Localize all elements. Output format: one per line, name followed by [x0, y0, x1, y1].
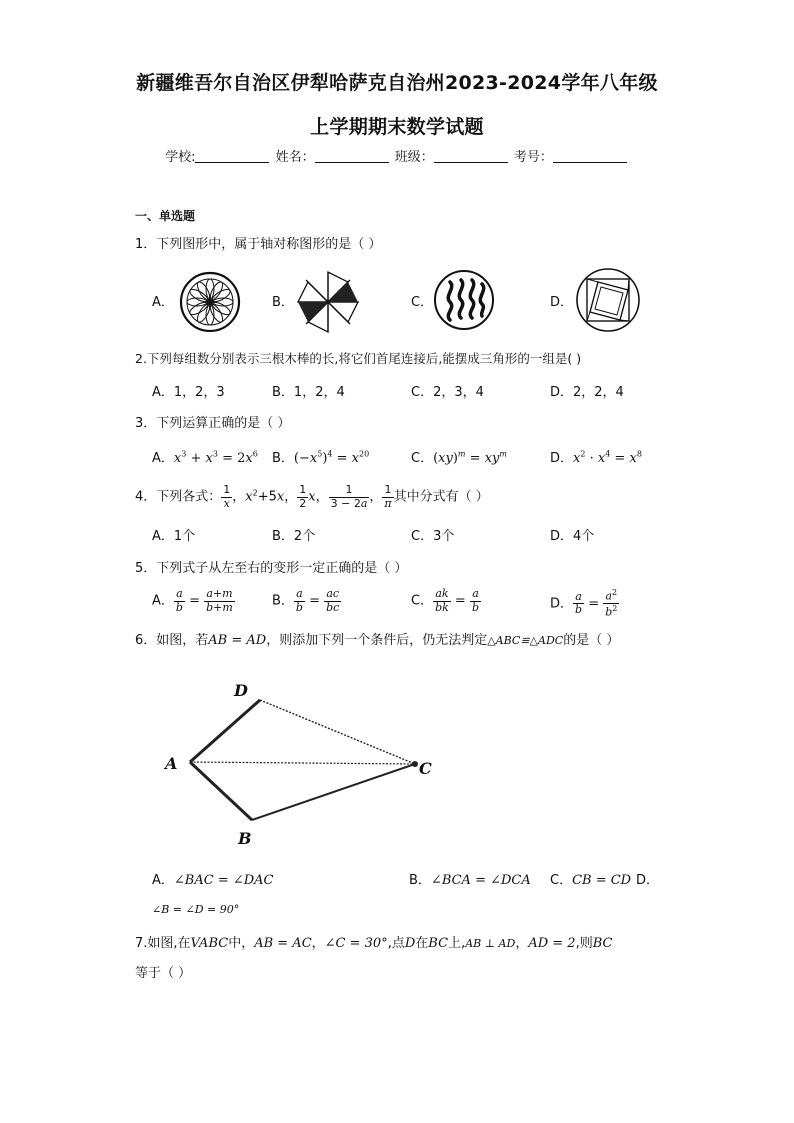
q7-stem-line2: 等于（ ） — [135, 966, 192, 981]
q1-option-b-label: B． — [272, 295, 294, 310]
q4-option-a: A．1个 — [152, 529, 196, 544]
exam-title-line2: 上学期期末数学试题 — [310, 116, 484, 138]
q6-kite-figure — [160, 672, 460, 852]
q3-option-a: A．$x^3 + x^3 = 2x^6$ — [152, 449, 258, 466]
q6-option-c-label: C． — [550, 873, 573, 888]
q5-option-c: C． $\frac{ak}{bk}$ = $\frac{a}{b}$ — [411, 587, 480, 614]
q3-stem: 3．下列运算正确的是（ ） — [135, 416, 291, 431]
q6-option-b-text: ∠BCA = ∠DCA — [430, 873, 531, 888]
q4-option-b: B．2个 — [272, 529, 316, 544]
q5-option-a-label: A． — [152, 593, 174, 609]
q6-option-a — [152, 869, 274, 888]
q2-option-d: D．2，2，4 — [550, 385, 624, 400]
q1-option-c-label: C． — [411, 295, 434, 310]
q3-option-b-label: B． — [272, 451, 294, 466]
q6-option-b-label: B． — [409, 873, 431, 888]
q4-expr-4: $\frac{1}{3 - 2a}$ — [330, 483, 368, 510]
q6-option-c-text: CB = CD — [572, 873, 632, 888]
q4-expr-1: $\frac{1}{x}$ — [223, 483, 231, 510]
q7-cond-2: ∠C = 30° — [324, 936, 388, 951]
q6-option-d-text: ∠B = ∠D = 90° — [152, 903, 240, 916]
q2-stem: 2.下列每组数分别表示三根木棒的长,将它们首尾连接后,能摆成三角形的一组是( ) — [135, 351, 582, 366]
q7-point-d: D — [404, 936, 416, 951]
section-title: 一、单选题 — [135, 209, 196, 223]
exam-number-label: 考号： — [513, 150, 553, 165]
class-blank[interactable] — [434, 150, 508, 163]
q6-label-a: A — [165, 754, 178, 773]
q4-stem: 4．下列各式： $\frac{1}{x}$ ，$x^2+5x$， $\frac{1}{2}$ x， $\frac{1}{3 - 2a}$ ， $\frac{1}{\pi}$ 其中分式有（ ） — [135, 483, 489, 510]
q1-stem: 1．下列图形中，属于轴对称图形的是（ ） — [135, 237, 382, 252]
q6-congruence: △ABC≌△ADC — [487, 634, 564, 647]
class-label: 班级： — [394, 150, 434, 165]
q4-option-c: C．3个 — [411, 529, 455, 544]
q7-cond-4: AD = 2 — [528, 936, 576, 951]
q5-stem: 5．下列式子从左至右的变形一定正确的是（ ） — [135, 561, 408, 576]
q7-sep: ， — [311, 936, 325, 951]
q3-option-a-label: A． — [152, 451, 174, 466]
q3-option-b: B．$(-x^5)^4 = x^{20}$ — [272, 449, 370, 466]
q2-option-b: B．1，2，4 — [272, 385, 345, 400]
q7-text-a: 中， — [228, 936, 255, 951]
q7-text-b: ,点 — [387, 936, 405, 951]
q4-stem-suffix: 其中分式有（ ） — [393, 489, 489, 505]
q1-option-d-label: D． — [550, 295, 574, 310]
student-info-line — [0, 146, 794, 165]
q7-sep2: ， — [515, 936, 529, 951]
q1-pinwheel-figure — [294, 268, 362, 336]
q4-expr-5: $\frac{1}{\pi}$ — [384, 483, 392, 510]
q3-option-c-label: C． — [411, 451, 434, 466]
q3-option-c: C．$(xy)^m = xy^m$ — [411, 449, 507, 466]
q6-option-a-text: ∠BAC = ∠DAC — [173, 873, 274, 888]
q7-text-d: 上, — [448, 936, 466, 951]
q1-option-a-label: A． — [152, 295, 174, 310]
q7-text-e: ,则 — [575, 936, 593, 951]
q7-triangle: VABC — [190, 936, 229, 951]
q5-option-b-label: B． — [272, 593, 294, 609]
q5-option-d-label: D． — [550, 596, 574, 612]
q6-label-d: D — [234, 681, 248, 700]
q6-option-b — [409, 869, 531, 888]
q6-stem — [135, 629, 619, 648]
q5-option-d: D． $\frac{a}{b}$ = $\frac{a^2}{b^2}$ — [550, 588, 618, 619]
q2-option-a: A．1，2，3 — [152, 385, 225, 400]
q7-stem-line1 — [135, 932, 612, 951]
q6-stem-mid: ，则添加下列一个条件后，仍无法判定 — [266, 633, 488, 648]
q3-option-d: D．$x^2 \cdot x^4 = x^8$ — [550, 449, 642, 466]
q6-condition: AB = AD — [208, 633, 267, 648]
q6-option-c — [550, 869, 631, 888]
q7-segment-bc: BC — [428, 936, 449, 951]
name-label: 姓名： — [275, 150, 315, 165]
exam-title-line1: 新疆维吾尔自治区伊犁哈萨克自治州2023-2024学年八年级 — [136, 72, 658, 94]
q1-square-in-circle-figure — [574, 266, 642, 334]
q6-option-a-label: A． — [152, 873, 174, 888]
q4-option-d: D．4个 — [550, 529, 595, 544]
q6-stem-prefix: 6．如图，若 — [135, 633, 209, 648]
q7-cond-1: AB = AC — [254, 936, 312, 951]
q2-option-c: C．2，3，4 — [411, 385, 484, 400]
q6-stem-suffix: 的是（ ） — [563, 633, 620, 648]
q7-text-c: 在 — [415, 936, 429, 951]
q3-option-d-label: D． — [550, 451, 574, 466]
q5-option-a: A． $\frac{a}{b}$ = $\frac{a+m}{b+m}$ — [152, 587, 233, 614]
name-blank[interactable] — [315, 150, 389, 163]
q6-option-d-label: D． — [636, 873, 660, 888]
q4-expr-3: $\frac{1}{2}$ — [299, 483, 307, 510]
q5-option-b: B． $\frac{a}{b}$ = $\frac{ac}{bc}$ — [272, 587, 340, 614]
q4-stem-prefix: 4．下列各式： — [135, 489, 222, 505]
q1-wavy-lines-circle-figure — [432, 268, 496, 332]
q7-cond-3: AB ⊥ AD — [465, 937, 516, 950]
q6-label-c: C — [419, 759, 432, 778]
q1-flower-circle-figure — [178, 270, 242, 334]
q7-prefix: 7.如图,在 — [135, 936, 191, 951]
exam-number-blank[interactable] — [553, 150, 627, 163]
school-blank[interactable] — [195, 150, 269, 163]
q7-segment-bc-2: BC — [592, 936, 613, 951]
q5-option-c-label: C． — [411, 593, 434, 609]
q6-label-b: B — [238, 829, 252, 848]
school-label: 学校: — [165, 150, 196, 165]
